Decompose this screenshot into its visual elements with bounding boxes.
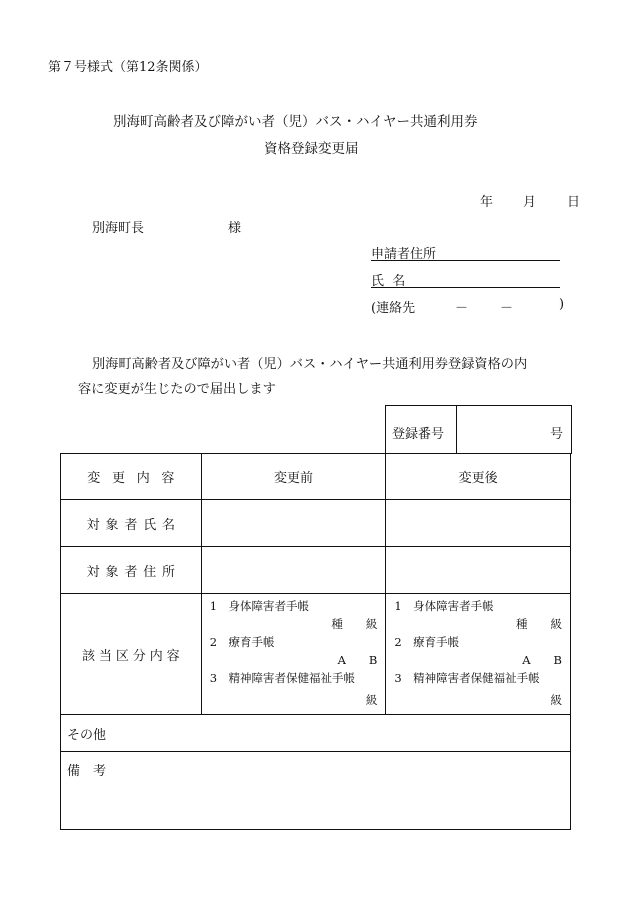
applicant-address-field[interactable] bbox=[371, 243, 560, 261]
addressee-honorific: 様 bbox=[228, 221, 242, 236]
after-opt1-suffix: 種 級 bbox=[516, 617, 562, 631]
contact-dash-1: － bbox=[455, 301, 469, 316]
table-row-name bbox=[61, 500, 571, 547]
date-month: 月 bbox=[523, 195, 537, 210]
after-address-input[interactable] bbox=[386, 547, 571, 594]
applicant-name-field[interactable] bbox=[371, 270, 560, 288]
before-opt1-suffix: 種 級 bbox=[331, 617, 378, 631]
before-category-cell[interactable] bbox=[201, 594, 386, 715]
title-line-2: 資格登録変更届 bbox=[264, 141, 359, 157]
table-row-other bbox=[61, 715, 571, 752]
date-day: 日 bbox=[567, 195, 581, 210]
after-name-input[interactable] bbox=[386, 500, 571, 547]
applicant-contact-label: (連絡先 bbox=[371, 301, 416, 316]
header-before: 変更前 bbox=[201, 454, 386, 500]
before-address-input[interactable] bbox=[201, 547, 386, 594]
other-field[interactable] bbox=[61, 715, 571, 752]
after-opt1: 1 身体障害者手帳 bbox=[394, 599, 494, 613]
before-opt3-suffix: 級 bbox=[365, 693, 378, 707]
row-label-category: 該当区分内容 bbox=[61, 594, 202, 715]
table-row-address bbox=[61, 547, 571, 594]
after-opt3: 3 精神障害者保健福祉手帳 bbox=[394, 671, 540, 685]
form-number: 第７号様式（第12条関係） bbox=[48, 60, 208, 75]
before-opt1: 1 身体障害者手帳 bbox=[209, 599, 310, 613]
before-opt2: 2 療育手帳 bbox=[209, 635, 275, 649]
contact-close: ) bbox=[559, 297, 565, 312]
header-change-content: 変更内容 bbox=[61, 454, 202, 500]
date-year: 年 bbox=[480, 195, 494, 210]
table-row-remarks bbox=[61, 752, 571, 830]
body-line-1: 別海町高齢者及び障がい者（児）バス・ハイヤー共通利用券登録資格の内 bbox=[92, 357, 528, 372]
before-opt2-suffix: A B bbox=[337, 653, 378, 667]
registration-label: 登録番号 bbox=[392, 427, 445, 442]
title-line-1: 別海町高齢者及び障がい者（児）バス・ハイヤー共通利用券 bbox=[113, 114, 478, 130]
after-opt3-suffix: 級 bbox=[550, 693, 562, 707]
after-category-cell[interactable] bbox=[386, 594, 571, 715]
other-label: その他 bbox=[67, 727, 107, 743]
row-label-name: 対象者氏名 bbox=[61, 500, 202, 547]
before-opt3: 3 精神障害者保健福祉手帳 bbox=[209, 671, 356, 685]
header-after: 変更後 bbox=[386, 454, 571, 500]
applicant-name-label: 氏 名 bbox=[371, 274, 406, 289]
table-row-category bbox=[61, 594, 571, 715]
row-label-address: 対象者住所 bbox=[61, 547, 202, 594]
registration-box bbox=[385, 405, 572, 454]
applicant-address-label: 申請者住所 bbox=[371, 247, 437, 262]
addressee-name: 別海町長 bbox=[92, 221, 145, 236]
table-header-row bbox=[61, 454, 571, 500]
registration-suffix: 号 bbox=[549, 427, 563, 442]
body-line-2: 容に変更が生じたので届出します bbox=[78, 382, 276, 397]
before-name-input[interactable] bbox=[201, 500, 386, 547]
after-opt2: 2 療育手帳 bbox=[394, 635, 460, 649]
remarks-field[interactable] bbox=[61, 752, 571, 830]
after-opt2-suffix: A B bbox=[522, 653, 562, 667]
contact-dash-2: － bbox=[500, 301, 514, 316]
change-table bbox=[60, 453, 571, 830]
remarks-label: 備 考 bbox=[67, 764, 107, 779]
